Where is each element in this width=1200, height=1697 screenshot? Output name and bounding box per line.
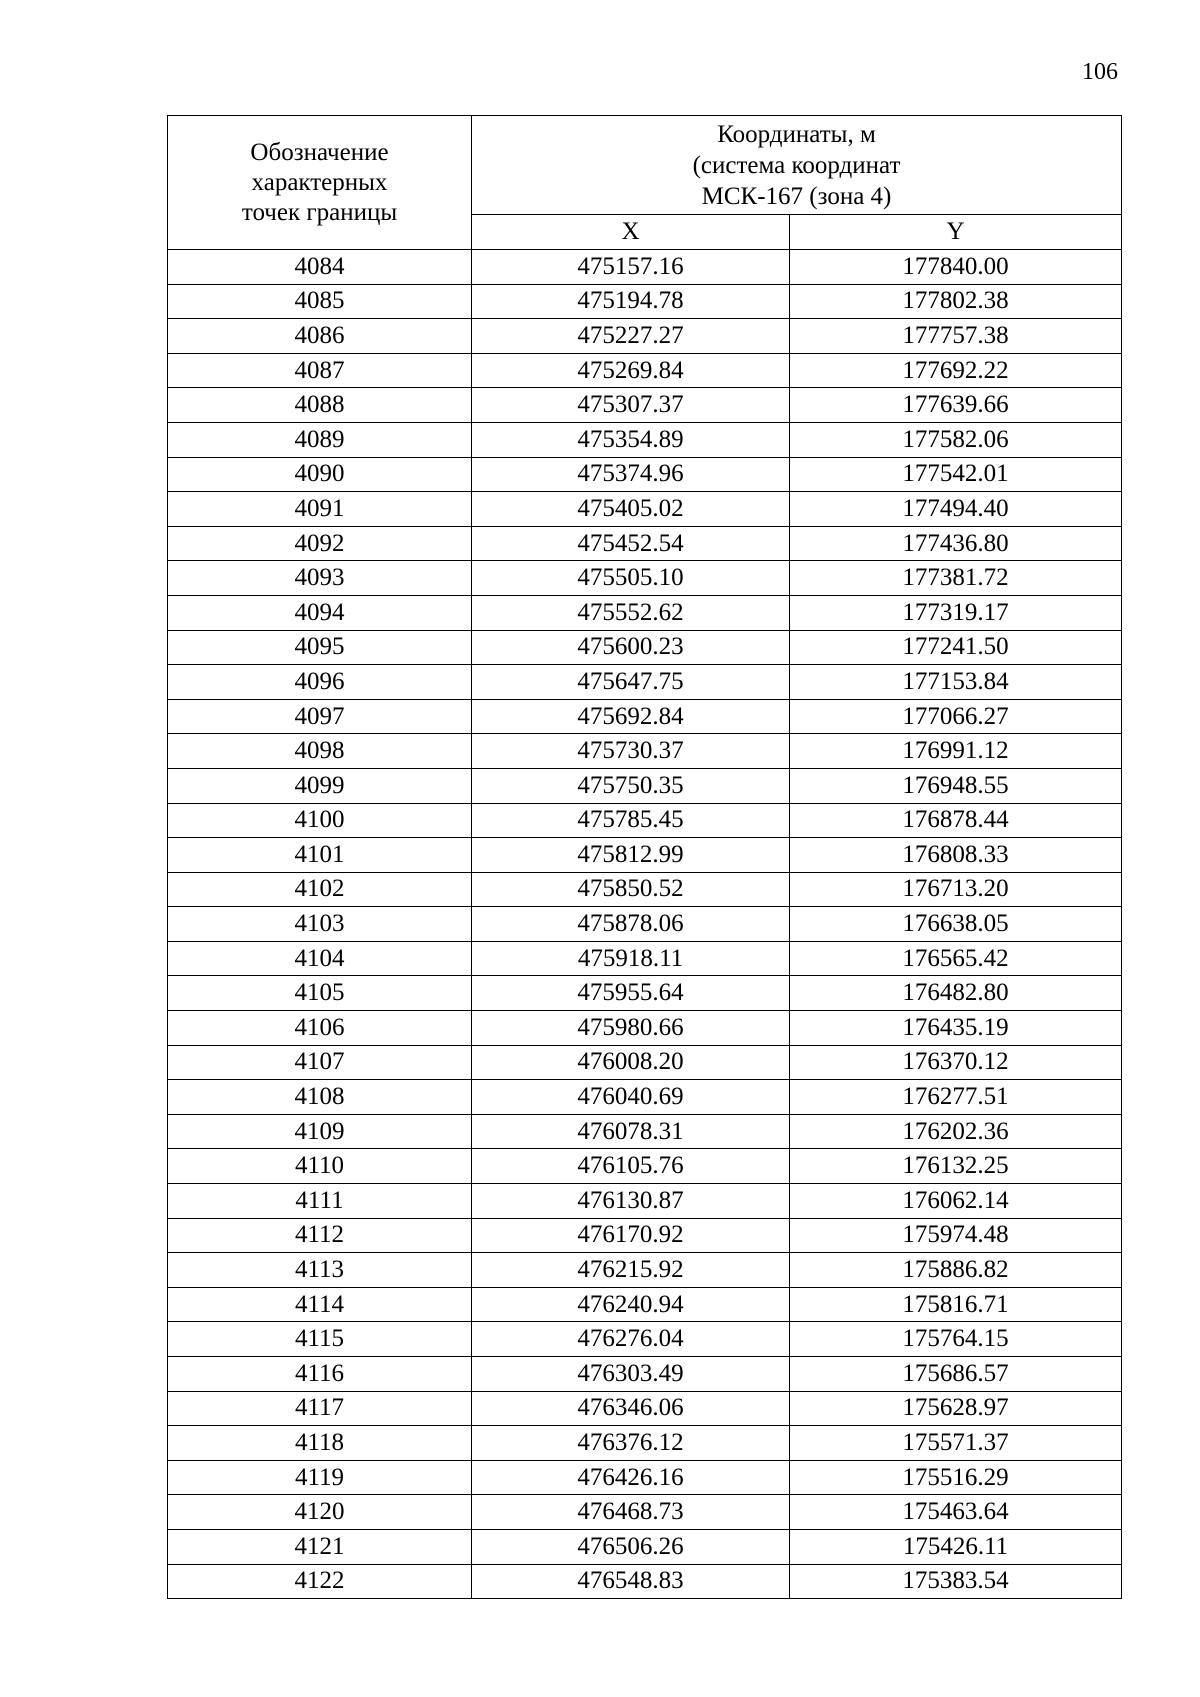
point-id-cell: 4104: [168, 941, 472, 976]
point-id-cell: 4103: [168, 907, 472, 942]
table-row: [168, 1011, 1122, 1046]
table-row: [168, 1495, 1122, 1530]
point-id-cell: 4088: [168, 388, 472, 423]
x-coordinate-cell: 475955.64: [472, 976, 790, 1011]
table-row: [168, 1149, 1122, 1184]
y-column-header: Y: [790, 215, 1122, 250]
y-coordinate-cell: 175516.29: [790, 1460, 1122, 1495]
point-id-cell: 4121: [168, 1529, 472, 1564]
x-coordinate-cell: 475785.45: [472, 803, 790, 838]
table-row: [168, 1426, 1122, 1461]
point-id-cell: 4112: [168, 1218, 472, 1253]
point-id-cell: 4100: [168, 803, 472, 838]
x-coordinate-cell: 475374.96: [472, 457, 790, 492]
y-coordinate-cell: 176435.19: [790, 1011, 1122, 1046]
x-coordinate-cell: 476078.31: [472, 1114, 790, 1149]
x-coordinate-cell: 475552.62: [472, 595, 790, 630]
x-coordinate-cell: 475692.84: [472, 699, 790, 734]
y-coordinate-cell: 177494.40: [790, 492, 1122, 527]
table-row: [168, 284, 1122, 319]
table-row: [168, 1287, 1122, 1322]
x-coordinate-cell: 475405.02: [472, 492, 790, 527]
table-body: [168, 250, 1122, 1599]
point-id-cell: 4097: [168, 699, 472, 734]
table-row: [168, 595, 1122, 630]
y-coordinate-cell: 176713.20: [790, 872, 1122, 907]
table-row: [168, 1045, 1122, 1080]
y-coordinate-cell: 176370.12: [790, 1045, 1122, 1080]
table-row: [168, 1357, 1122, 1392]
table-row: [168, 1218, 1122, 1253]
table-row: [168, 250, 1122, 285]
table-row: [168, 1564, 1122, 1599]
table-row: [168, 803, 1122, 838]
x-coordinate-cell: 475730.37: [472, 734, 790, 769]
x-coordinate-cell: 476548.83: [472, 1564, 790, 1599]
x-coordinate-cell: 475918.11: [472, 941, 790, 976]
table-row: [168, 907, 1122, 942]
table-row: [168, 319, 1122, 354]
x-coordinate-cell: 475307.37: [472, 388, 790, 423]
x-coordinate-cell: 475227.27: [472, 319, 790, 354]
y-coordinate-cell: 176808.33: [790, 838, 1122, 873]
y-coordinate-cell: 175974.48: [790, 1218, 1122, 1253]
point-id-cell: 4107: [168, 1045, 472, 1080]
point-id-cell: 4119: [168, 1460, 472, 1495]
x-coordinate-cell: 475157.16: [472, 250, 790, 285]
x-coordinate-cell: 475600.23: [472, 630, 790, 665]
point-designation-header: [168, 116, 472, 250]
header-line: МСК-167 (зона 4): [701, 182, 892, 210]
point-id-cell: 4095: [168, 630, 472, 665]
x-coordinate-cell: 476426.16: [472, 1460, 790, 1495]
x-coordinate-cell: 476170.92: [472, 1218, 790, 1253]
y-coordinate-cell: 176482.80: [790, 976, 1122, 1011]
y-coordinate-cell: 177153.84: [790, 665, 1122, 700]
table-row: [168, 1114, 1122, 1149]
point-id-cell: 4117: [168, 1391, 472, 1426]
point-id-cell: 4113: [168, 1253, 472, 1288]
table-row: [168, 734, 1122, 769]
point-id-cell: 4091: [168, 492, 472, 527]
y-coordinate-cell: 176638.05: [790, 907, 1122, 942]
x-coordinate-cell: 475269.84: [472, 353, 790, 388]
x-coordinate-cell: 475850.52: [472, 872, 790, 907]
y-coordinate-cell: 175628.97: [790, 1391, 1122, 1426]
x-coordinate-cell: 476276.04: [472, 1322, 790, 1357]
y-coordinate-cell: 176132.25: [790, 1149, 1122, 1184]
x-coordinate-cell: 476468.73: [472, 1495, 790, 1530]
point-id-cell: 4094: [168, 595, 472, 630]
table-row: [168, 561, 1122, 596]
point-id-cell: 4087: [168, 353, 472, 388]
table-row: [168, 630, 1122, 665]
table-row: [168, 1080, 1122, 1115]
x-coordinate-cell: 475505.10: [472, 561, 790, 596]
y-coordinate-cell: 177639.66: [790, 388, 1122, 423]
y-coordinate-cell: 176202.36: [790, 1114, 1122, 1149]
point-id-cell: 4122: [168, 1564, 472, 1599]
x-coordinate-cell: 476105.76: [472, 1149, 790, 1184]
point-id-cell: 4090: [168, 457, 472, 492]
point-id-cell: 4086: [168, 319, 472, 354]
y-coordinate-cell: 177381.72: [790, 561, 1122, 596]
x-coordinate-cell: 476008.20: [472, 1045, 790, 1080]
y-coordinate-cell: 176991.12: [790, 734, 1122, 769]
x-coordinate-cell: 475452.54: [472, 526, 790, 561]
y-coordinate-cell: 175686.57: [790, 1357, 1122, 1392]
x-coordinate-cell: 476130.87: [472, 1184, 790, 1219]
point-id-cell: 4106: [168, 1011, 472, 1046]
point-id-cell: 4084: [168, 250, 472, 285]
table-row: [168, 941, 1122, 976]
table-row: [168, 457, 1122, 492]
table-row: [168, 699, 1122, 734]
point-id-cell: 4093: [168, 561, 472, 596]
y-coordinate-cell: 177802.38: [790, 284, 1122, 319]
table-row: [168, 768, 1122, 803]
x-coordinate-cell: 475812.99: [472, 838, 790, 873]
point-id-cell: 4110: [168, 1149, 472, 1184]
header-line: точек границы: [241, 198, 398, 226]
y-coordinate-cell: 177692.22: [790, 353, 1122, 388]
y-coordinate-cell: 177066.27: [790, 699, 1122, 734]
table-row: [168, 492, 1122, 527]
table-row: [168, 1253, 1122, 1288]
header-line: Координаты, м: [717, 120, 876, 148]
x-coordinate-cell: 475980.66: [472, 1011, 790, 1046]
header-line: (система координат: [692, 151, 901, 179]
table-row: [168, 1391, 1122, 1426]
y-coordinate-cell: 176948.55: [790, 768, 1122, 803]
y-coordinate-cell: 176062.14: [790, 1184, 1122, 1219]
y-coordinate-cell: 177840.00: [790, 250, 1122, 285]
point-id-cell: 4098: [168, 734, 472, 769]
x-column-header: X: [472, 215, 790, 250]
point-id-cell: 4111: [168, 1184, 472, 1219]
table-row: [168, 1322, 1122, 1357]
x-coordinate-cell: 475194.78: [472, 284, 790, 319]
table-row: [168, 1184, 1122, 1219]
point-id-cell: 4102: [168, 872, 472, 907]
point-id-cell: 4092: [168, 526, 472, 561]
x-coordinate-cell: 475647.75: [472, 665, 790, 700]
table-row: [168, 1460, 1122, 1495]
y-coordinate-cell: 177241.50: [790, 630, 1122, 665]
table-row: [168, 1529, 1122, 1564]
header-line: Обозначение: [250, 138, 389, 166]
table-row: [168, 422, 1122, 457]
table-header: [168, 116, 1122, 250]
table-row: [168, 872, 1122, 907]
x-coordinate-cell: 476346.06: [472, 1391, 790, 1426]
point-id-cell: 4101: [168, 838, 472, 873]
x-coordinate-cell: 476240.94: [472, 1287, 790, 1322]
point-id-cell: 4118: [168, 1426, 472, 1461]
y-coordinate-cell: 175816.71: [790, 1287, 1122, 1322]
table-row: [168, 526, 1122, 561]
table-row: [168, 838, 1122, 873]
y-coordinate-cell: 176878.44: [790, 803, 1122, 838]
point-id-cell: 4096: [168, 665, 472, 700]
y-coordinate-cell: 175571.37: [790, 1426, 1122, 1461]
point-id-cell: 4115: [168, 1322, 472, 1357]
y-coordinate-cell: 177542.01: [790, 457, 1122, 492]
point-id-cell: 4085: [168, 284, 472, 319]
y-coordinate-cell: 176565.42: [790, 941, 1122, 976]
table-row: [168, 353, 1122, 388]
point-id-cell: 4120: [168, 1495, 472, 1530]
y-coordinate-cell: 175426.11: [790, 1529, 1122, 1564]
y-coordinate-cell: 177757.38: [790, 319, 1122, 354]
table-row: [168, 388, 1122, 423]
y-coordinate-cell: 177436.80: [790, 526, 1122, 561]
x-coordinate-cell: 475750.35: [472, 768, 790, 803]
point-id-cell: 4105: [168, 976, 472, 1011]
table-row: [168, 976, 1122, 1011]
x-coordinate-cell: 475354.89: [472, 422, 790, 457]
x-coordinate-cell: 476040.69: [472, 1080, 790, 1115]
y-coordinate-cell: 175764.15: [790, 1322, 1122, 1357]
page-number: 106: [1082, 59, 1118, 85]
y-coordinate-cell: 176277.51: [790, 1080, 1122, 1115]
y-coordinate-cell: 177582.06: [790, 422, 1122, 457]
y-coordinate-cell: 175463.64: [790, 1495, 1122, 1530]
point-id-cell: 4116: [168, 1357, 472, 1392]
point-id-cell: 4099: [168, 768, 472, 803]
coordinates-header: [472, 116, 1122, 215]
point-id-cell: 4109: [168, 1114, 472, 1149]
point-id-cell: 4108: [168, 1080, 472, 1115]
y-coordinate-cell: 177319.17: [790, 595, 1122, 630]
y-coordinate-cell: 175886.82: [790, 1253, 1122, 1288]
header-line: характерных: [251, 168, 388, 196]
point-id-cell: 4114: [168, 1287, 472, 1322]
table-row: [168, 665, 1122, 700]
coordinates-table: [167, 115, 1122, 1599]
y-coordinate-cell: 175383.54: [790, 1564, 1122, 1599]
point-id-cell: 4089: [168, 422, 472, 457]
x-coordinate-cell: 476376.12: [472, 1426, 790, 1461]
x-coordinate-cell: 476215.92: [472, 1253, 790, 1288]
x-coordinate-cell: 475878.06: [472, 907, 790, 942]
x-coordinate-cell: 476303.49: [472, 1357, 790, 1392]
x-coordinate-cell: 476506.26: [472, 1529, 790, 1564]
